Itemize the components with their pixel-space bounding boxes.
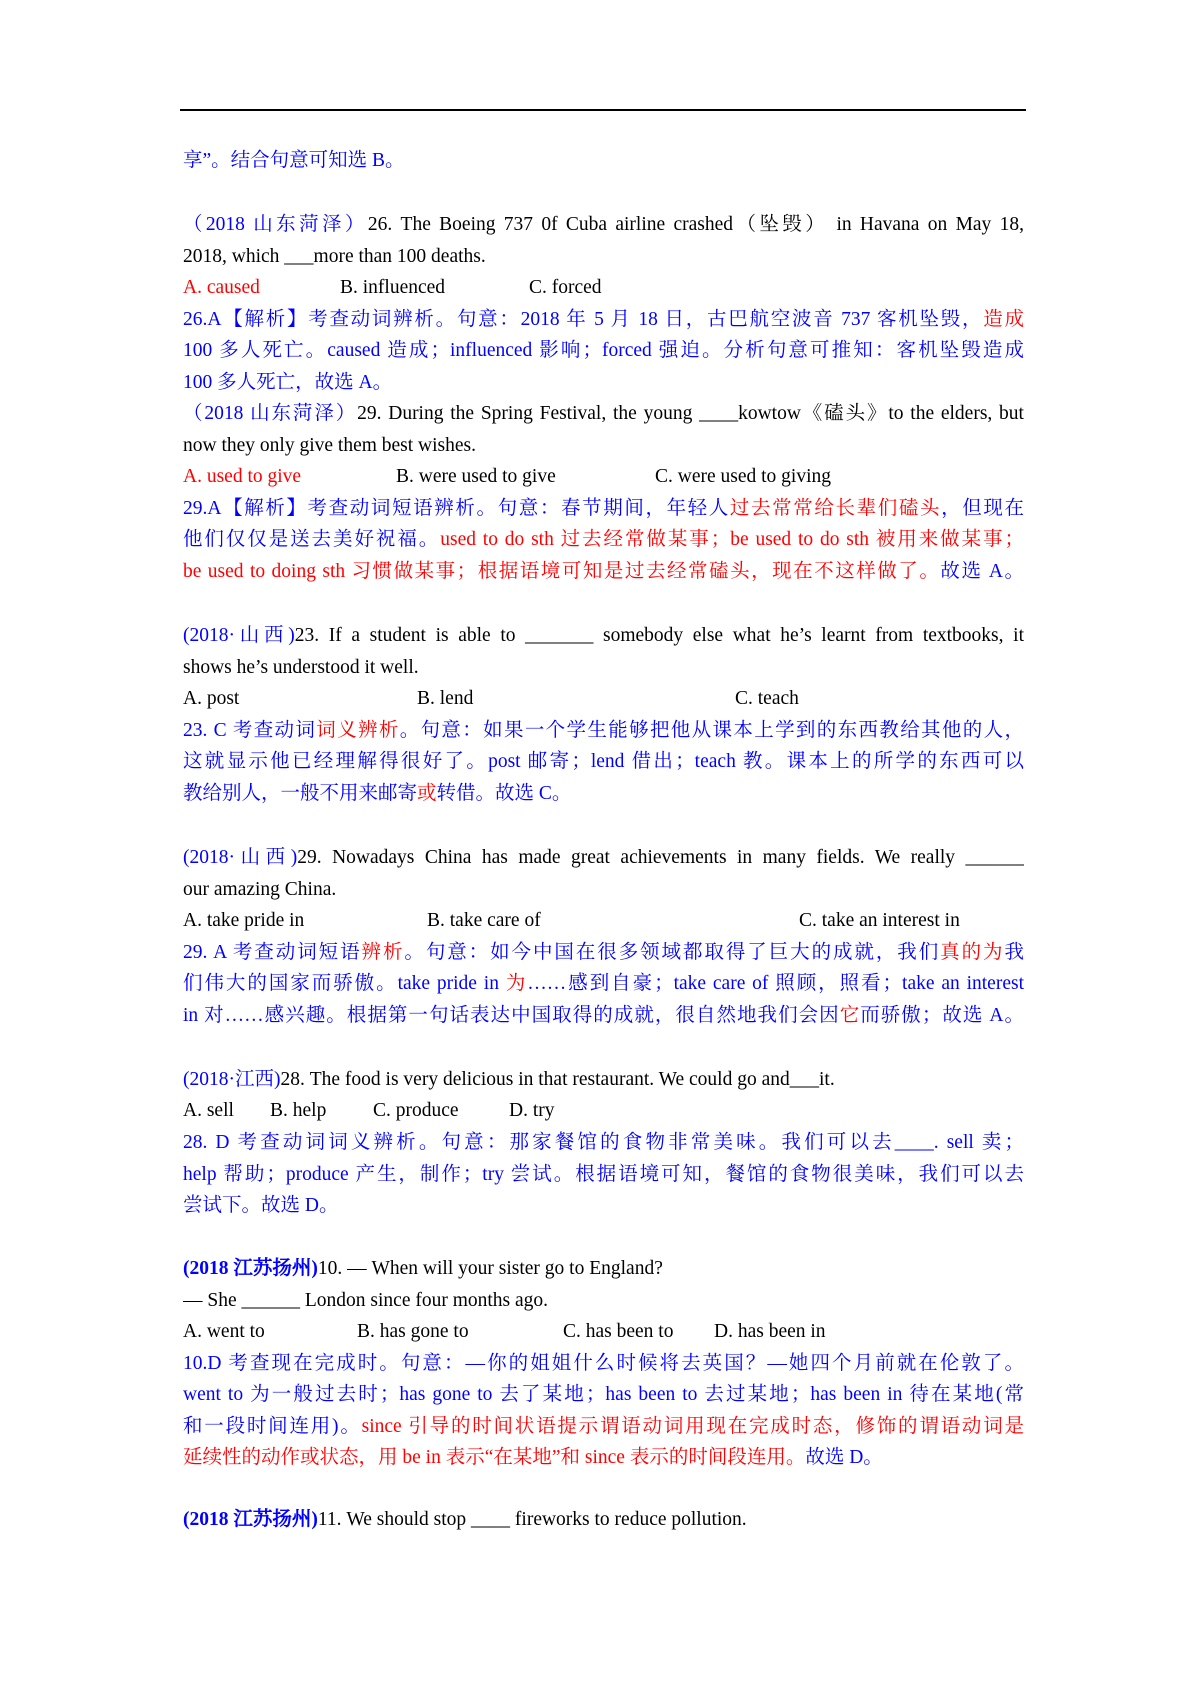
question-stem-text: 11. We should stop ____ fireworks to reduce pollution.: [317, 1509, 747, 1530]
question-source: (2018·山西): [183, 847, 298, 868]
explanation-segment: help 帮助；produce 产生，制作；try 尝试。根据语境可知，餐馆的食物很美味，我们可以去: [183, 1164, 1024, 1185]
explanation-segment: 为: [505, 973, 528, 994]
option-d: D. has been in: [714, 1321, 826, 1342]
explanation-segment: 辨析: [361, 942, 405, 963]
question-stem-text: 29. Nowadays China has made great achievements in many fields. We really ______: [297, 847, 1024, 868]
question-stem-line: [183, 842, 1024, 874]
explanation-line: [183, 493, 1024, 525]
question-stem-line: [183, 1253, 1024, 1285]
option-a: A. went to: [183, 1321, 265, 1342]
question-stem-text: our amazing China.: [183, 879, 337, 900]
explanation-segment: 或: [417, 783, 437, 804]
explanation-segment: 。句意：如今中国在很多领域都取得了巨大的成就，我们: [404, 942, 941, 963]
question-source: （2018 山东菏泽）: [183, 214, 368, 235]
explanation-line: [183, 937, 1024, 969]
question-stem-line: [183, 1504, 1024, 1536]
explanation-segment: 。句意：如果一个学生能够把他从课本上学到的东西教给其他的人，: [399, 720, 1024, 741]
options-row: [183, 272, 1024, 304]
option-c: C. has been to: [563, 1321, 674, 1342]
explanation-line: [183, 556, 1024, 588]
option-b: B. lend: [417, 688, 474, 709]
question-stem-line: [183, 874, 1024, 906]
explanation-line: [183, 335, 1024, 367]
question-source: (2018 江苏扬州): [183, 1509, 318, 1530]
question-stem-line: [183, 209, 1024, 241]
explanation-line: [183, 304, 1024, 336]
explanation-segment: 过去常常给长辈们磕头: [729, 498, 942, 519]
explanation-segment: 10.D 考查现在完成时。句意：—你的姐姐什么时候将去英国？—她四个月前就在伦敦了。: [183, 1353, 1024, 1374]
explanation-segment: be used to doing sth 习惯做某事；根据语境可知是过去经常磕头，现在不这样做了。: [183, 561, 941, 582]
explanation-segment: 而骄傲；故选 A。: [860, 1005, 1024, 1026]
question-stem-text: shows he’s understood it well.: [183, 657, 419, 678]
explanation-line: [183, 1127, 1024, 1159]
explanation-line: [183, 524, 1024, 556]
option-c: C. take an interest in: [799, 910, 960, 931]
explanation-segment: 教给别人，一般不用来邮寄: [183, 783, 418, 804]
explanation-line: [183, 1000, 1024, 1032]
question-stem-line: [183, 1064, 1024, 1096]
continuation-text: 享”。结合句意可知选 B。: [183, 150, 405, 171]
question-stem-text: 23. If a student is able to _______ somebody else what he’s learnt from textbooks, it: [294, 625, 1024, 646]
option-a: A. take pride in: [183, 910, 305, 931]
explanation-segment: 100 多人死亡，故选 A。: [183, 372, 393, 393]
explanation-segment: 尝试下。故选 D。: [183, 1195, 339, 1216]
question-stem-text: now they only give them best wishes.: [183, 435, 477, 456]
explanation-segment: 29.A【解析】考查动词短语辨析。句意：春节期间，年轻人: [183, 498, 730, 519]
question-stem-text: 29. During the Spring Festival, the young ____kowtow《磕头》to the elders, but: [357, 403, 1024, 424]
question-stem-line: [183, 430, 1024, 462]
explanation-line: [183, 1411, 1024, 1443]
question-source: （2018 山东菏泽）: [183, 403, 358, 424]
explanation-segment: ，但现在: [941, 498, 1024, 519]
question-source: (2018·江西): [183, 1069, 281, 1090]
explanation-line: [183, 1190, 1024, 1222]
explanation-line: [183, 968, 1024, 1000]
explanation-line: [183, 1348, 1024, 1380]
explanation-segment: 延续性的动作或状态，用 be in 表示“在某地”和 since 表示的时间段连用。: [183, 1447, 806, 1468]
explanation-segment: 和一段时间连用)。: [183, 1416, 362, 1437]
explanation-segment: 造成: [983, 309, 1024, 330]
explanation-segment: 故选 A。: [940, 561, 1024, 582]
question-stem-text: 10. — When will your sister go to England?: [317, 1258, 663, 1279]
explanation-segment: 26.A【解析】考查动词辨析。句意：2018 年 5 月 18 日，古巴航空波音 737 客机坠毁，: [183, 309, 984, 330]
option-d: D. try: [509, 1100, 555, 1121]
explanation-segment: 们伟大的国家而骄傲。take pride in: [183, 973, 506, 994]
explanation-segment: 词义辨析: [316, 720, 400, 741]
explanation-segment: 28. D 考查动词词义辨析。句意：那家餐馆的食物非常美味。我们可以去____. sell 卖；: [183, 1132, 1024, 1153]
explanation-segment: 故选 D。: [805, 1447, 883, 1468]
explanation-line: [183, 1442, 1024, 1474]
continuation-line: [183, 145, 1024, 177]
explanation-segment: in 对……感兴趣。根据第一句话表达中国取得的成就，很自然地我们会因: [183, 1005, 840, 1026]
explanation-segment: 转借。故选 C。: [436, 783, 572, 804]
question-source: (2018·山西): [183, 625, 295, 646]
options-row: [183, 683, 1024, 715]
explanation-line: [183, 1159, 1024, 1191]
explanation-segment: since 引导的时间状语提示谓语动词用现在完成时态，修饰的谓语动词是: [361, 1416, 1024, 1437]
explanation-segment: 它: [839, 1005, 861, 1026]
explanation-segment: 我: [1004, 942, 1024, 963]
explanation-line: [183, 778, 1024, 810]
option-c: C. were used to giving: [655, 466, 832, 487]
option-b: B. influenced: [340, 277, 446, 298]
option-a: A. post: [183, 688, 240, 709]
explanation-segment: 100 多人死亡。caused 造成；influenced 影响；forced 强迫。分析句意可推知：客机坠毁造成: [183, 340, 1024, 361]
explanation-line: [183, 367, 1024, 399]
explanation-line: [183, 1379, 1024, 1411]
question-stem-text: — She ______ London since four months ago.: [183, 1290, 549, 1311]
options-row: [183, 1095, 1024, 1127]
question-stem-text: 2018, which ___more than 100 deaths.: [183, 246, 486, 267]
explanation-segment: used to do sth 过去经常做某事；be used to do sth 被用来做某事；: [440, 529, 1024, 550]
explanation-segment: 29. A 考查动词短语: [183, 942, 362, 963]
option-c: C. produce: [373, 1100, 459, 1121]
option-c: C. teach: [735, 688, 799, 709]
explanation-segment: 他们仅仅是送去美好祝福。: [183, 529, 441, 550]
option-b: B. has gone to: [357, 1321, 469, 1342]
question-stem-line: [183, 241, 1024, 273]
option-a: A. used to give: [183, 466, 302, 487]
question-stem-line: [183, 652, 1024, 684]
explanation-segment: 真的为: [940, 942, 1005, 963]
explanation-segment: 23. C 考查动词: [183, 720, 317, 741]
question-stem-line: [183, 398, 1024, 430]
option-b: B. help: [270, 1100, 327, 1121]
header-rule: [180, 109, 1026, 111]
option-c: C. forced: [529, 277, 602, 298]
explanation-segment: ……感到自豪；take care of 照顾，照看；take an interest: [527, 973, 1024, 994]
option-b: B. take care of: [427, 910, 541, 931]
options-row: [183, 461, 1024, 493]
question-source: (2018 江苏扬州): [183, 1258, 318, 1279]
options-row: [183, 1316, 1024, 1348]
option-a: A. caused: [183, 277, 260, 298]
question-stem-text: 26. The Boeing 737 0f Cuba airline crashed（坠毁） in Havana on May 18,: [367, 214, 1024, 235]
question-stem-text: 28. The food is very delicious in that restaurant. We could go and___it.: [280, 1069, 835, 1090]
question-stem-line: [183, 620, 1024, 652]
option-b: B. were used to give: [396, 466, 556, 487]
options-row: [183, 905, 1024, 937]
option-a: A. sell: [183, 1100, 234, 1121]
explanation-segment: 这就显示他已经理解得很好了。post 邮寄；lend 借出；teach 教。课本上的所学的东西可以: [183, 751, 1024, 772]
question-stem-line: [183, 1285, 1024, 1317]
explanation-line: [183, 746, 1024, 778]
explanation-line: [183, 715, 1024, 747]
explanation-segment: went to 为一般过去时；has gone to 去了某地；has been to 去过某地；has been in 待在某地(常: [183, 1384, 1024, 1405]
